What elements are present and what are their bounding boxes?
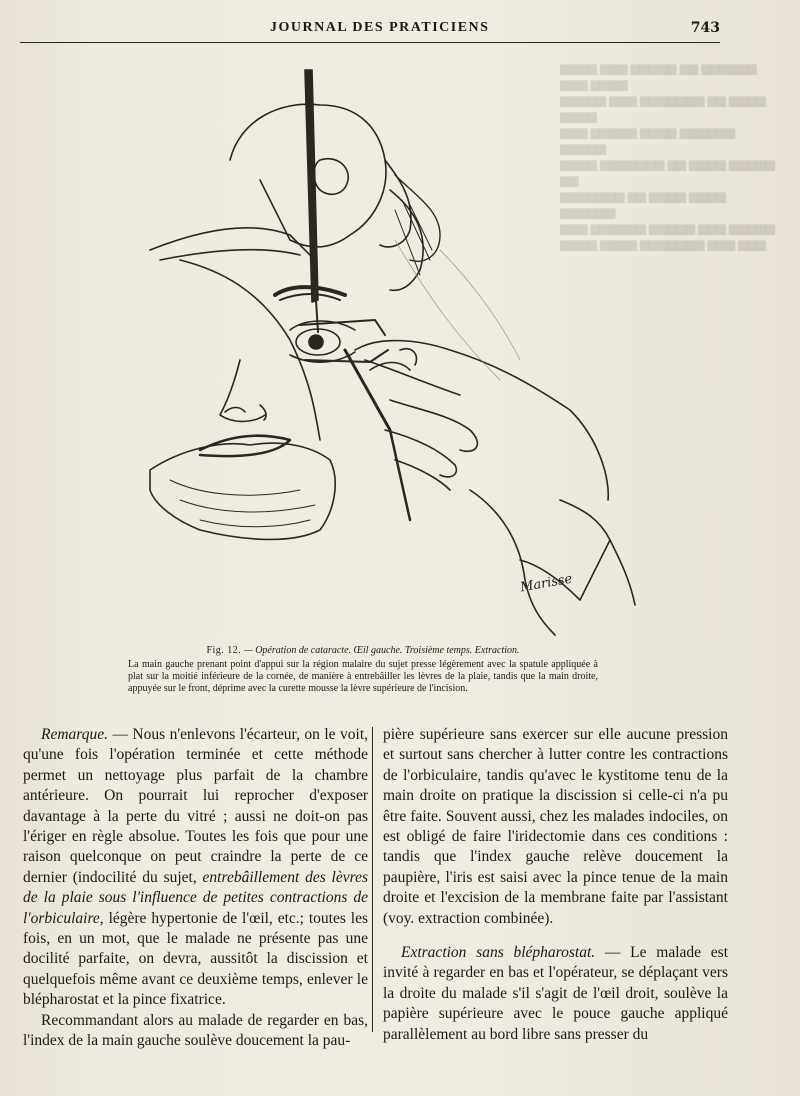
caption-title [128,645,598,657]
cataract-operation-illustration [140,60,640,640]
paragraph-continuation: pière supérieure sans exercer sur elle aucune pression et surtout sans chercher à lutter contre les contractions de l'orbiculaire, tandis qu'avec le kystitome tenu de la main droite on pratique la discission si celle-ci n'a pu être faite. Souvent aussi, chez les malades indociles, on est obligé de faire l'iridectomie dans ces conditions : tandis que l'index gauche relève doucement la paupière, l'iris est saisi avec la pince tenue de la main droite et l'excision de la membrane faite par l'assistant (voy. extraction combinée). [383,726,728,927]
running-header [20,20,720,43]
caption-title-text: — Opération de cataracte. Œil gauche. Troisième temps. Extraction. [243,645,520,656]
extraction-lead: Extraction sans blépharostat. [401,944,596,962]
left-column [23,725,368,1052]
caption-body: La main gauche prenant point d'appui sur la région malaire du sujet presse légèrement avec la spatule appliquée à plat sur la moitié inférieure de la cornée, de manière à entrebâiller les lèvres de la plaie, tandis que la main droite, appuyée sur le front, déprime avec la curette mousse la lèvre supérieure de l'incision. [128,659,598,694]
artist-signature: Marisse [519,571,574,596]
remarque-text-a: — Nous n'enlevons l'écarteur, on le voit, qu'une fois l'opération terminée et cette méthode permet un nettoyage plus parfait de la chambre antérieure. On pourrait lui reprocher d'exposer davantage à la perte du vitré ; aussi ne doit-on pas l'ériger en règle absolue. Toutes les fois que pour une raison quelconque on peut craindre la perte de ce dernier (indocilité du sujet, [23,726,368,886]
page-number: 743 [690,20,720,36]
column-divider [372,727,373,1032]
remarque-text-b: , légère hypertonie de l'œil, etc.; toutes les fois, en un mot, que le malade ne présente pas une docilité parfaite, on devra, aussitôt la discission et quelquefois même avant ce deuxième temps, enlever le blépharostat et la pince fixatrice. [23,909,368,1009]
remarque-italic: entrebâillement des lèvres de la plaie sous l'influence de petites contractions de l'orbiculaire [23,868,368,927]
right-column [383,725,728,1045]
remarque-lead: Remarque. [41,726,109,743]
paragraph-extraction [383,943,728,1045]
bleed-through-text: ▆▆▆▆ ▆▆▆ ▆▆▆▆▆ ▆▆ ▆▆▆▆▆▆ ▆▆▆ ▆▆▆▆ ▆▆▆▆▆ ▆▆▆ ▆▆▆▆▆▆▆ ▆▆ ▆▆▆▆ ▆▆▆▆ ▆▆▆ ▆▆▆▆▆ ▆▆▆▆ ▆▆▆▆▆▆ ▆▆▆▆▆ ▆▆▆▆ ▆▆▆▆▆▆▆ ▆▆ ▆▆▆▆ ▆▆▆▆▆ ▆▆ ▆▆▆▆▆▆▆ ▆▆ ▆▆▆▆ ▆▆▆▆ ▆▆▆▆▆▆ ▆▆▆ ▆▆▆▆▆▆ ▆▆▆▆▆ ▆▆▆ ▆▆▆▆▆ ▆▆▆▆ ▆▆▆▆ ▆▆▆▆▆▆▆ ▆▆▆ ▆▆▆ [560,61,776,251]
engraving-svg [140,60,640,640]
journal-title: JOURNAL DES PRATICIENS [270,20,490,35]
paragraph-recommandant: Recommandant alors au malade de regarder en bas, l'index de la main gauche soulève doucement la pau- [23,1011,368,1050]
paragraph-remarque [23,725,368,1011]
extraction-text: — Le malade est invité à regarder en bas et l'opérateur, se déplaçant vers la droite du malade s'il s'agit de l'œil droit, soulève la papière supérieure avec le pouce gauche appliqué parallèlement au bord libre sans presser du [383,944,728,1043]
caption-label: Fig. 12. [206,645,242,656]
figure-caption [128,645,598,695]
